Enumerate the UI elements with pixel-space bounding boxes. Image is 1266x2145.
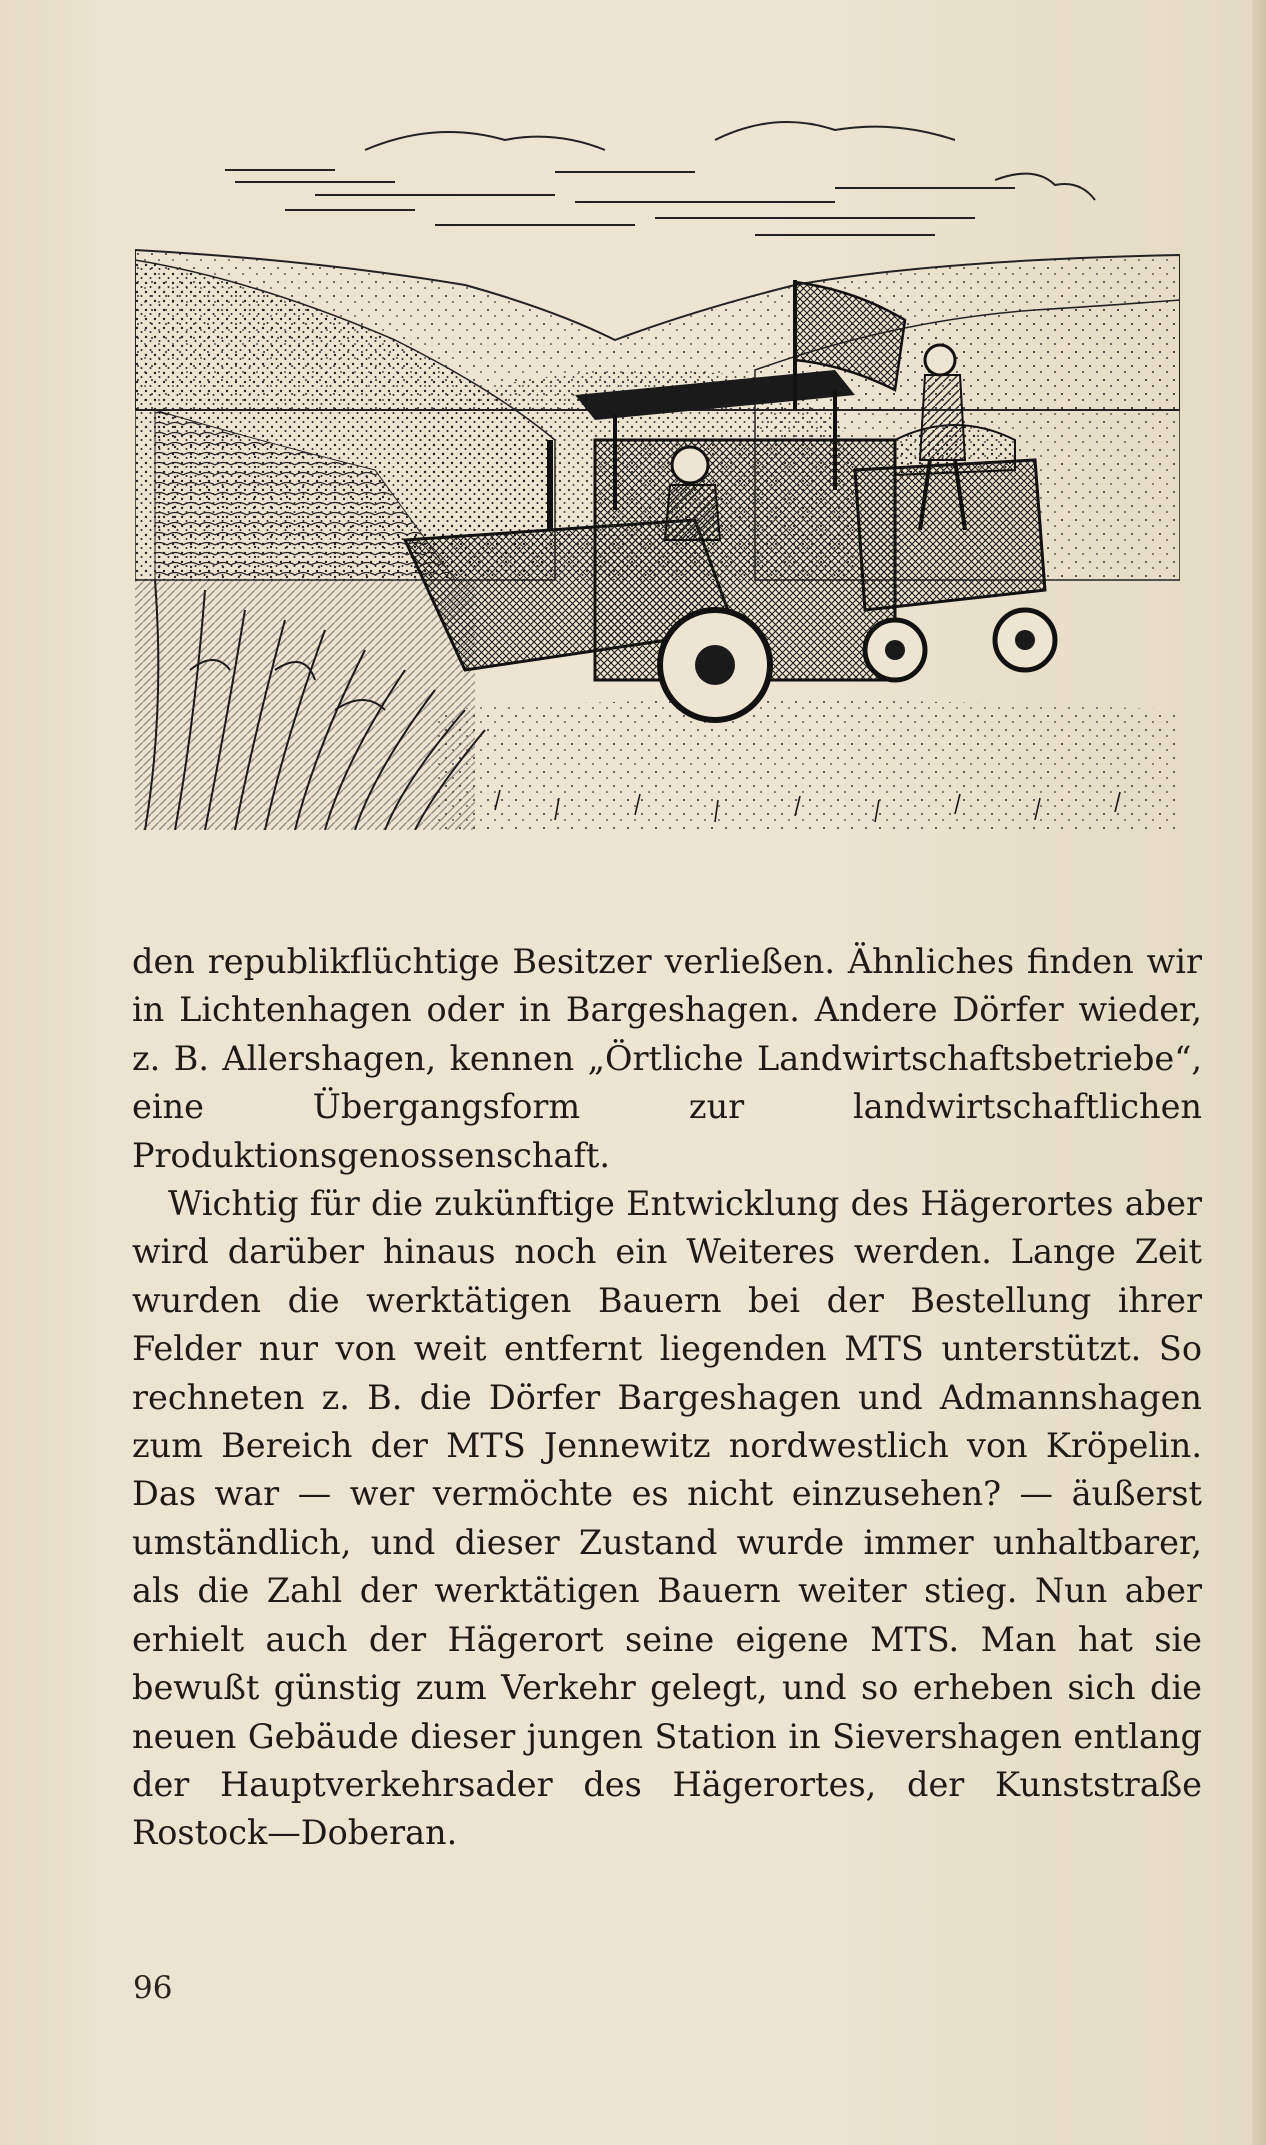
harvester-field-illustration: [135, 110, 1180, 830]
clouds: [225, 122, 1095, 235]
paragraph-continued: den republikflüchtige Besitzer verließen. Ähnliches finden wir in Lichtenhagen oder in Bargeshagen. Andere Dörfer wieder, z. B. Allershagen, kennen „Örtliche Landwirtschaftsbetriebe“, eine Übergangsform zur landwirtschaftlichen Produktionsgenossenschaft.: [132, 942, 1202, 1175]
paragraph-mts: Wichtig für die zukünftige Entwicklung des Hägerortes aber wird darüber hinaus noch ein Weiteres werden. Lange Zeit wurden die werktätigen Bauern bei der Bestellung ihrer Felder nur von weit entfernt liegenden MTS unterstützt. So rechneten z. B. die Dörfer Bargeshagen und Admannshagen zum Bereich der MTS Jennewitz nordwestlich von Kröpelin. Das war — wer vermöchte es nicht einzusehen? — äußerst umständlich, und dieser Zustand wurde immer unhaltbarer, als die Zahl der werktätigen Bauern weiter stieg. Nun aber erhielt auch der Hägerort seine eigene MTS. Man hat sie bewußt günstig zum Verkehr gelegt, und so erheben sich die neuen Gebäude dieser jungen Station in Sievershagen entlang der Hauptverkehrsader des Hägerortes, der Kunststraße Rostock—Doberan.: [132, 1184, 1202, 1853]
page-edge: [1252, 0, 1266, 2145]
page-number: 96: [133, 1970, 173, 2006]
body-text: [132, 938, 1202, 1858]
